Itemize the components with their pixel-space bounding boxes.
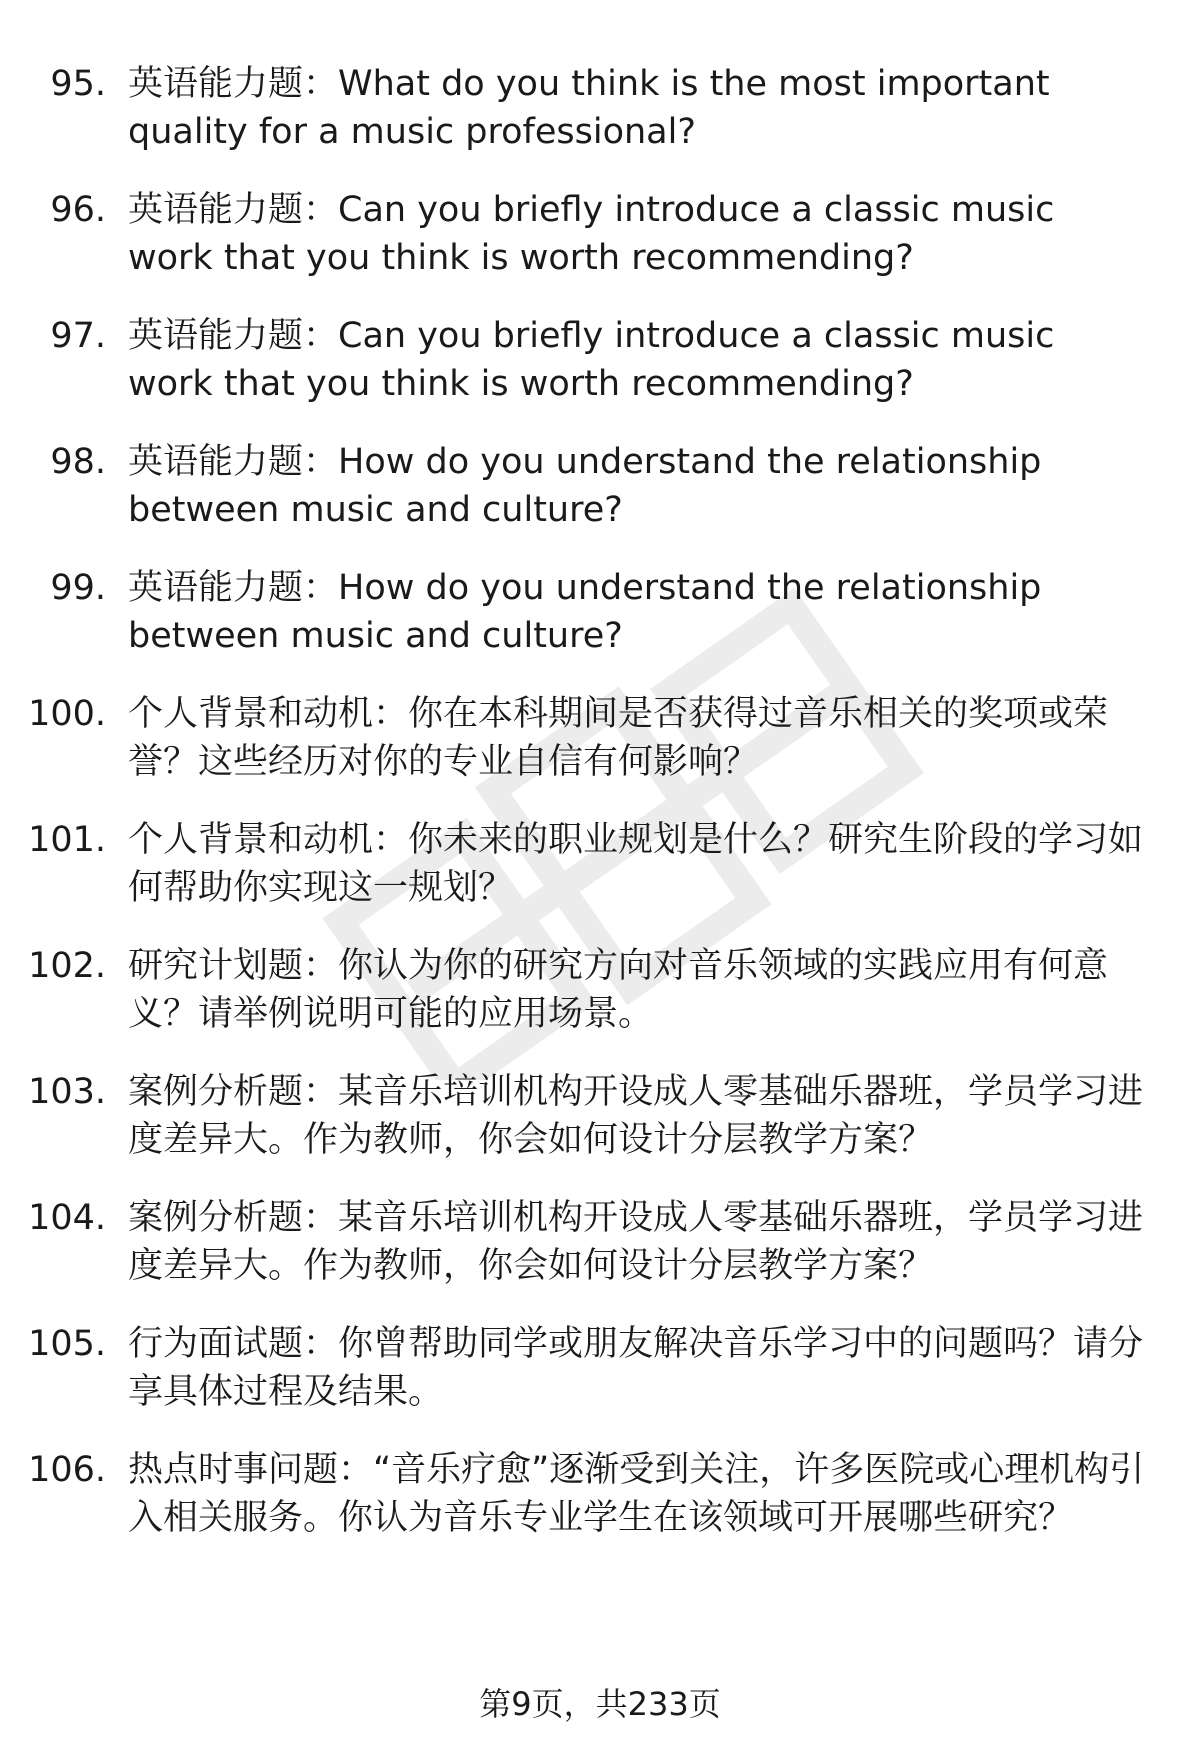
question-number: 96. [50,190,106,230]
question-item [0,1446,1200,1542]
question-number: 100. [28,694,106,734]
question-number: 101. [28,820,106,860]
question-item [0,438,1200,534]
question-text: 行为面试题：你曾帮助同学或朋友解决音乐学习中的问题吗？请分享具体过程及结果。 [128,1324,1144,1412]
question-number: 98. [50,442,106,482]
question-list [0,60,1200,1572]
question-text: 热点时事问题：“音乐疗愈”逐渐受到关注，许多医院或心理机构引入相关服务。你认为音乐专业学生在该领域可开展哪些研究？ [128,1450,1145,1538]
question-text: 案例分析题：某音乐培训机构开设成人零基础乐器班，学员学习进度差异大。作为教师，你会如何设计分层教学方案？ [128,1198,1144,1286]
question-text: 个人背景和动机：你在本科期间是否获得过音乐相关的奖项或荣誉？这些经历对你的专业自信有何影响？ [128,694,1109,782]
question-number: 103. [28,1072,106,1112]
question-number: 106. [28,1450,106,1490]
question-item [0,564,1200,660]
question-item [0,942,1200,1038]
question-text: 案例分析题：某音乐培训机构开设成人零基础乐器班，学员学习进度差异大。作为教师，你会如何设计分层教学方案？ [128,1072,1144,1160]
question-text: 研究计划题：你认为你的研究方向对音乐领域的实践应用有何意义？请举例说明可能的应用场景。 [128,946,1109,1034]
question-number: 97. [50,316,106,356]
question-item [0,816,1200,912]
question-item [0,186,1200,282]
question-number: 102. [28,946,106,986]
question-text: 英语能力题：How do you understand the relationship between music and culture? [128,442,1042,530]
question-text: 个人背景和动机：你未来的职业规划是什么？研究生阶段的学习如何帮助你实现这一规划？ [128,820,1144,908]
question-number: 105. [28,1324,106,1364]
question-number: 95. [50,64,106,104]
question-item [0,690,1200,786]
question-number: 99. [50,568,106,608]
question-item [0,60,1200,156]
page-footer: 第9页，共233页 [479,1685,721,1723]
question-text: 英语能力题：Can you briefly introduce a classic music work that you think is worth recommending? [128,190,1055,278]
question-item [0,312,1200,408]
question-item [0,1194,1200,1290]
question-text: 英语能力题：Can you briefly introduce a classic music work that you think is worth recommending? [128,316,1055,404]
question-item [0,1068,1200,1164]
question-item [0,1320,1200,1416]
question-number: 104. [28,1198,106,1238]
question-text: 英语能力题：What do you think is the most important quality for a music professional? [128,64,1050,152]
question-text: 英语能力题：How do you understand the relationship between music and culture? [128,568,1042,656]
